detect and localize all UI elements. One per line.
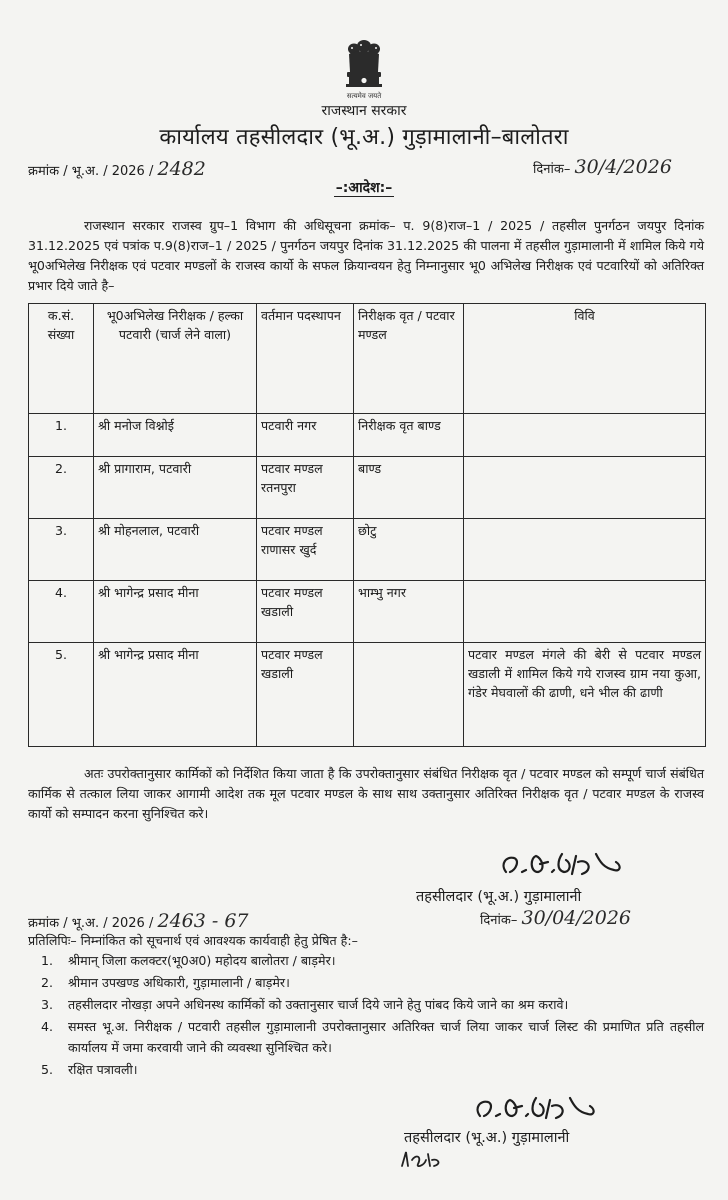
cell-name: श्री प्रागाराम, पटवारी: [94, 457, 257, 519]
cell-serial: 5.: [29, 643, 94, 747]
order-date: [533, 156, 672, 178]
signatory-title-2: तहसीलदार (भू.अ.) गुड़ामालानी: [404, 1130, 570, 1146]
reference-number: [28, 158, 206, 180]
table-row: [29, 457, 706, 519]
cell-name: श्री भागेन्द्र प्रसाद मीना: [94, 581, 257, 643]
list-item: [28, 1016, 704, 1058]
cell-posting: पटवार मण्डल खडाली: [257, 581, 354, 643]
cell-posting: पटवार मण्डल राणासर खुर्द: [257, 519, 354, 581]
cell-name: श्री मोहनलाल, पटवारी: [94, 519, 257, 581]
copy-reference-handwritten: 2463 - 67: [157, 910, 249, 932]
cell-circle: [354, 643, 464, 747]
cell-name: श्री मनोज विश्नोई: [94, 414, 257, 457]
cell-serial: 1.: [29, 414, 94, 457]
list-item-number: 3.: [41, 997, 54, 1012]
copy-date: [480, 907, 631, 929]
list-item-text: श्रीमान उपखण्ड अधिकारी, गुड़ामालानी / बाड़मेर।: [68, 975, 290, 990]
cell-remarks: पटवार मण्डल मंगले की बेरी से पटवार मण्डल खडाली में शामिल किये गये राजस्व ग्राम नया कुआ, गंडेर मेघवालों की ढाणी, धने भील की ढाणी: [464, 643, 706, 747]
order-heading: [0, 178, 728, 197]
reference-prefix: क्रमांक / भू.अ. / 2026 /: [28, 164, 154, 179]
copy-date-label: दिनांक–: [480, 913, 518, 928]
header-remarks: विवि: [464, 304, 706, 414]
cell-posting: पटवार मण्डल खडाली: [257, 643, 354, 747]
header-posting: वर्तमान पदस्थापन: [257, 304, 354, 414]
cell-remarks: [464, 581, 706, 643]
list-item-number: 4.: [41, 1019, 54, 1034]
order-heading-text: –:आदेश:–: [335, 180, 393, 196]
ashoka-emblem-icon: [340, 36, 388, 98]
date-label: दिनांक–: [533, 162, 571, 177]
initials-mark: [398, 1146, 444, 1172]
intro-paragraph: राजस्थान सरकार राजस्व ग्रुप–1 विभाग की अधिसूचना क्रमांक– प. 9(8)राज–1 / 2025 / तहसील पुनर्गठन जयपुर दिनांक 31.12.2025 एवं पत्रांक प.9(8)राज–1 / 2025 / पुनर्गठन जयपुर दिनांक 31.12.2025 की पालना में तहसील गुड़ामालानी में शामिल किये गये भू0अभिलेख निरीक्षक एवं पटवार मण्डलों के राजस्व कार्यो के सफल क्रियान्वयन हेतु निम्नानुसार भू0 अभिलेख निरीक्षक एवं पटवारियों को अतिरिक्त प्रभार दिये जाते है–: [28, 218, 704, 293]
cell-name: श्री भागेन्द्र प्रसाद मीना: [94, 643, 257, 747]
reference-number-handwritten: 2482: [157, 158, 206, 180]
copy-reference-prefix: क्रमांक / भू.अ. / 2026 /: [28, 916, 154, 931]
header-circle: निरीक्षक वृत / पटवार मण्डल: [354, 304, 464, 414]
header-name: भू0अभिलेख निरीक्षक / हल्का पटवारी (चार्ज लेने वाला): [94, 304, 257, 414]
table-row: [29, 581, 706, 643]
table-header-row: [29, 304, 706, 414]
emblem-motto: सत्यमेव जयते: [346, 92, 382, 100]
cell-serial: 3.: [29, 519, 94, 581]
copy-date-handwritten: 30/04/2026: [521, 907, 631, 929]
copy-heading: प्रतिलिपिः– निम्नांकित को सूचनार्थ एवं आवश्यक कार्यवाही हेतु प्रेषित है:–: [28, 933, 358, 948]
list-item: [28, 972, 704, 993]
cell-circle: भाम्भु नगर: [354, 581, 464, 643]
cell-circle: छोटु: [354, 519, 464, 581]
list-item: [28, 994, 704, 1015]
cell-posting: पटवार मण्डल रतनपुरा: [257, 457, 354, 519]
copy-list: [28, 950, 704, 1081]
header-serial: क.सं. संख्या: [29, 304, 94, 414]
table-row: [29, 414, 706, 457]
cell-serial: 2.: [29, 457, 94, 519]
list-item: [28, 950, 704, 971]
list-item-text: तहसीलदार नोखड़ा अपने अधिनस्थ कार्मिकों को उक्तानुसार चार्ज दिये जाने हेतु पांबद किये जाने का श्रम करावे।: [68, 997, 569, 1012]
cell-remarks: [464, 457, 706, 519]
list-item-text: श्रीमान् जिला कलक्टर(भू0अ0) महोदय बालोतरा / बाड़मेर।: [68, 953, 336, 968]
list-item-text: रक्षित पत्रावली।: [68, 1062, 138, 1077]
directive-paragraph: अतः उपरोक्तानुसार कार्मिकों को निर्देशित किया जाता है कि उपरोक्तानुसार संबंधित निरीक्षक वृत / पटवार मण्डल को सम्पूर्ण चार्ज संबंधित कार्मिक से तत्काल लिया जाकर आगामी आदेश तक मूल पटवार मण्डल के साथ साथ उक्तानुसार अतिरिक्त निरीक्षक वृत / पटवार मण्डल के राजस्व कार्यो को सम्पादन करना सुनिश्चित करे।: [28, 766, 704, 821]
cell-serial: 4.: [29, 581, 94, 643]
cell-posting: पटवारी नगर: [257, 414, 354, 457]
copy-reference-number: [28, 910, 249, 932]
list-item-number: 5.: [41, 1062, 54, 1077]
cell-remarks: [464, 414, 706, 457]
list-item-number: 2.: [41, 975, 54, 990]
government-name: राजस्थान सरकार: [321, 103, 407, 119]
office-title: कार्यालय तहसीलदार (भू.अ.) गुड़ामालानी–बालोतरा: [159, 125, 569, 150]
signature-1: [496, 848, 634, 884]
signature-2: [470, 1092, 608, 1128]
list-item-number: 1.: [41, 953, 54, 968]
signatory-title-1: तहसीलदार (भू.अ.) गुड़ामालानी: [416, 889, 582, 905]
cell-circle: निरीक्षक वृत बाण्ड: [354, 414, 464, 457]
list-item: [28, 1059, 704, 1080]
charge-table: [28, 303, 706, 747]
cell-circle: बाण्ड: [354, 457, 464, 519]
list-item-text: समस्त भू.अ. निरीक्षक / पटवारी तहसील गुड़ामालानी उपरोक्तानुसार अतिरिक्त चार्ज लिया जाकर चार्ज लिस्ट की प्रमाणित प्रति तहसील कार्यालय में जमा करवायी जाने की व्यवस्था सुनिश्चित करे।: [68, 1019, 704, 1055]
table-row: [29, 643, 706, 747]
table-row: [29, 519, 706, 581]
date-handwritten: 30/4/2026: [574, 156, 672, 178]
cell-remarks: [464, 519, 706, 581]
